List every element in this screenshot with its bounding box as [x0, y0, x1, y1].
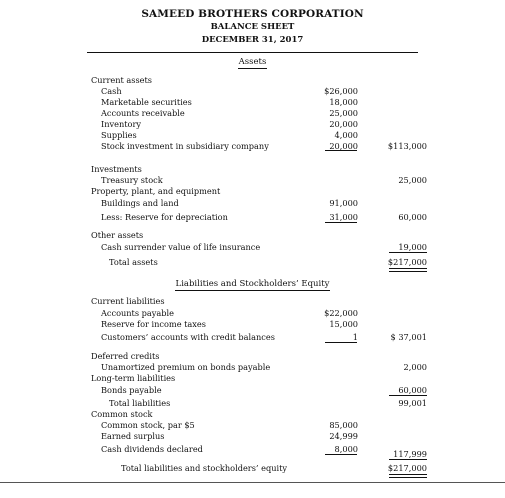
double-underline — [389, 268, 427, 272]
investments-row: Investments — [91, 164, 142, 174]
underline — [389, 395, 427, 396]
common-stock-heading-row: Common stock — [91, 409, 153, 419]
accounts-receivable-row: Accounts receivable 25,000 — [101, 108, 358, 118]
page-title: SAMEED BROTHERS CORPORATION — [141, 8, 364, 20]
unamortized-premium-row: Unamortized premium on bonds payable 2,000 — [101, 362, 427, 372]
customers-accounts-row: Customers’ accounts with credit balances 1 $ 37,001 — [101, 332, 427, 342]
statement-title: BALANCE SHEET — [210, 22, 295, 32]
supplies-row: Supplies 4,000 — [101, 130, 358, 140]
double-underline — [389, 474, 427, 478]
bonds-payable-row: Bonds payable 60,000 — [101, 385, 427, 395]
other-assets-row: Other assets — [91, 230, 144, 240]
assets-heading: Assets — [238, 57, 267, 67]
buildings-row: Buildings and land 91,000 — [101, 198, 358, 208]
statement-date: DECEMBER 31, 2017 — [201, 35, 304, 45]
treasury-stock-row: Treasury stock 25,000 — [101, 175, 427, 185]
total-assets-row: Total assets $217,000 — [109, 257, 427, 267]
deferred-credits-row: Deferred credits — [91, 351, 160, 361]
liabilities-heading: Liabilities and Stockholders’ Equity — [175, 279, 330, 289]
grand-total-row: Total liabilities and stockholders’ equity $217,000 — [121, 463, 427, 473]
common-stock-par-row: Common stock, par $5 85,000 — [101, 420, 358, 430]
underline — [389, 459, 427, 460]
equity-total-row: 117,999 — [393, 449, 427, 459]
page-bottom-rule — [0, 482, 505, 483]
long-term-liabilities-row: Long-term liabilities — [91, 373, 176, 383]
reserve-depreciation-row: Less: Reserve for depreciation 31,000 60,000 — [101, 212, 427, 222]
csv-life-insurance-row: Cash surrender value of life insurance 19,000 — [101, 242, 427, 252]
header-rule — [87, 52, 418, 53]
cash-dividends-row: Cash dividends declared 8,000 — [101, 444, 358, 454]
current-assets-row: Current assets — [91, 75, 152, 85]
total-liabilities-row: Total liabilities 99,001 — [109, 398, 427, 408]
current-liabilities-row: Current liabilities — [91, 296, 165, 306]
accounts-payable-row: Accounts payable $22,000 — [101, 308, 358, 318]
reserve-income-taxes-row: Reserve for income taxes 15,000 — [101, 319, 358, 329]
stock-investment-row: Stock investment in subsidiary company 20,000 $113,000 — [101, 141, 427, 151]
inventory-row: Inventory 20,000 — [101, 119, 358, 129]
earned-surplus-row: Earned surplus 24,999 — [101, 431, 358, 441]
cash-row: Cash $26,000 — [101, 86, 358, 96]
ppe-row: Property, plant, and equipment — [91, 186, 221, 196]
marketable-securities-row: Marketable securities 18,000 — [101, 97, 358, 107]
underline — [325, 222, 357, 223]
underline — [325, 342, 357, 343]
underline — [389, 252, 427, 253]
